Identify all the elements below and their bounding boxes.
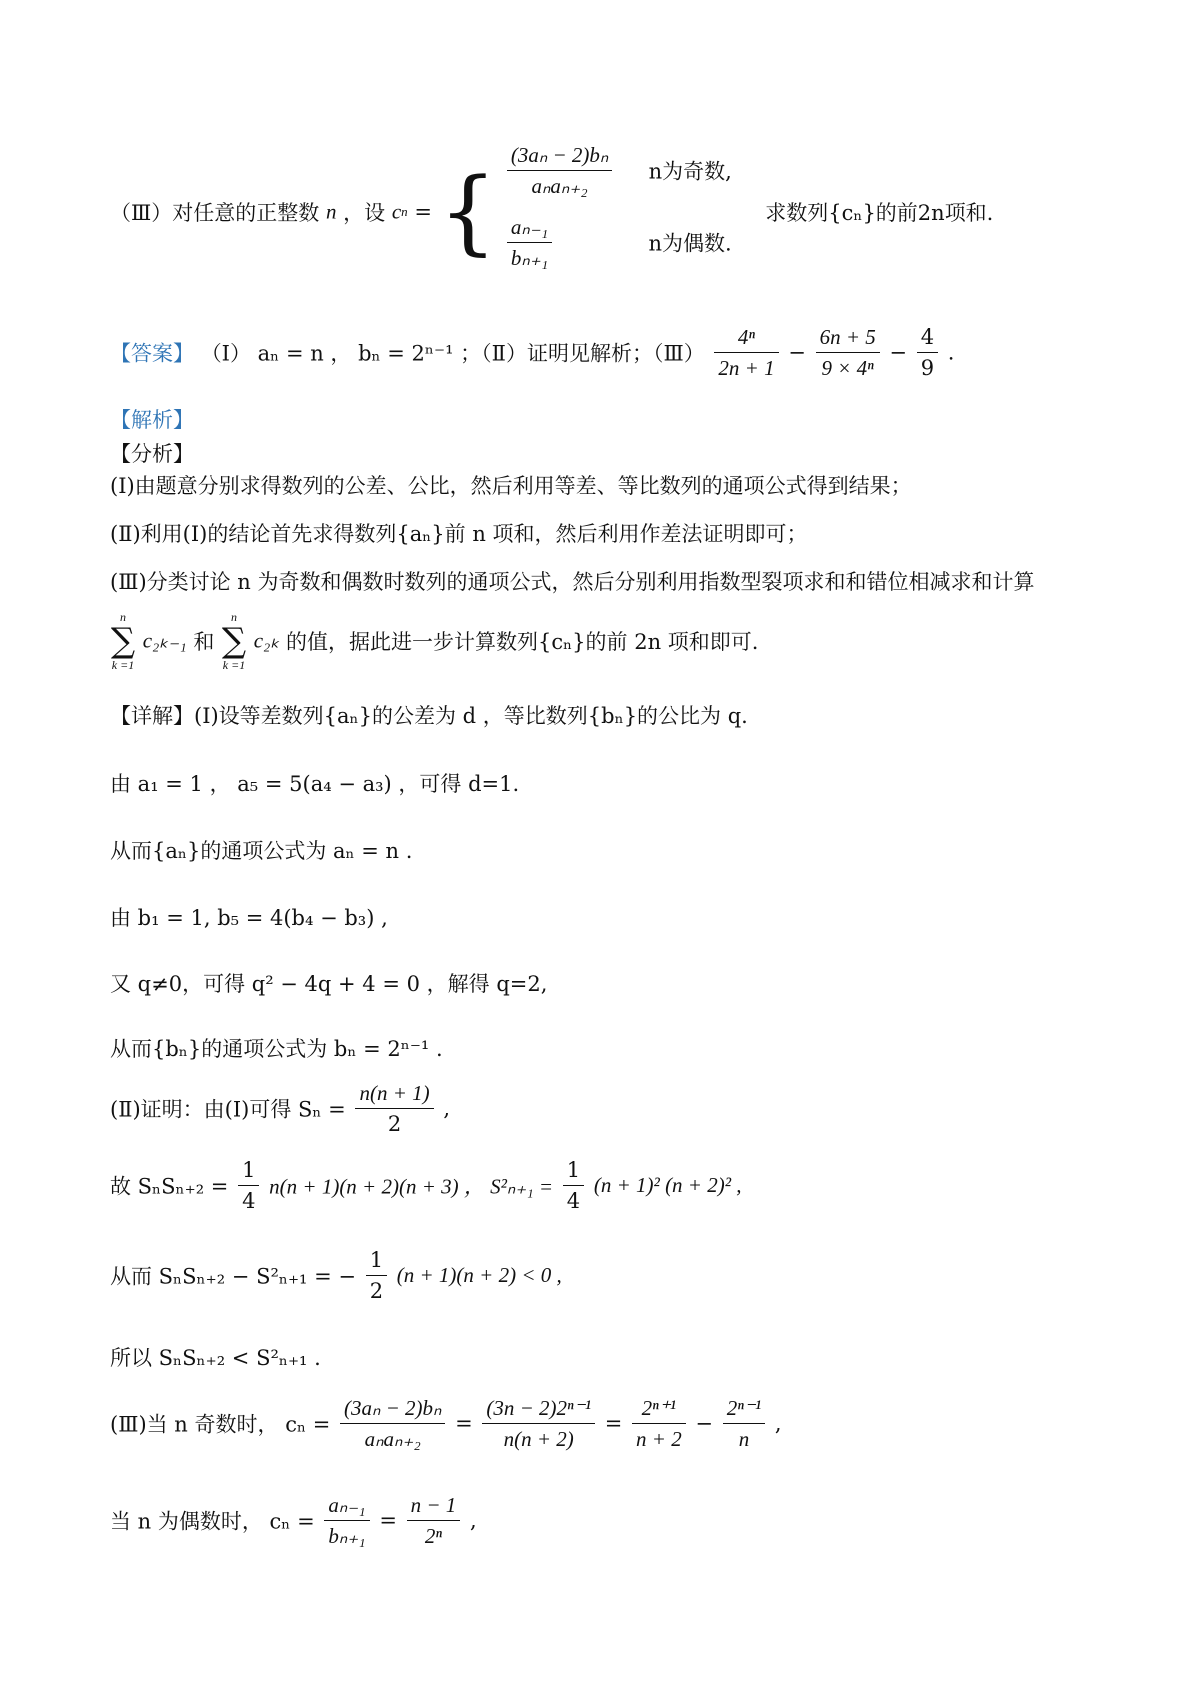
detail-l1: (Ⅰ)设等差数列{aₙ}的公差为 d ，等比数列{bₙ}的公比为 q. <box>194 704 748 728</box>
odd-f4-num: 2ⁿ⁻¹ <box>723 1393 766 1424</box>
answer-end: . <box>947 340 955 365</box>
detail-l8-c: (n + 1)² (n + 2)² , <box>593 1173 742 1197</box>
detail-l11-end: , <box>774 1411 782 1436</box>
quarter-fraction-2 <box>563 1155 584 1216</box>
var-n: n <box>325 199 337 224</box>
sum-2-term: c₂ₖ <box>253 628 280 653</box>
odd-fraction-1 <box>340 1393 445 1454</box>
odd-fraction-3 <box>632 1393 686 1454</box>
case-odd-cond: n为奇数, <box>648 159 732 184</box>
detail-line-9 <box>110 1245 562 1306</box>
quarter-2-den: 4 <box>566 1189 581 1213</box>
detail-line-1 <box>110 700 748 730</box>
odd-f1-den: aₙaₙ₊₂ <box>364 1427 421 1451</box>
answer-f1-den: 2n + 1 <box>718 356 775 380</box>
sum-2-bottom: k =1 <box>222 658 246 672</box>
even-f1-den: bₙ₊₁ <box>328 1524 366 1548</box>
answer-minus-2: − <box>889 340 908 365</box>
answer-f3-num: 4 <box>917 322 938 353</box>
sn-fraction <box>355 1078 433 1139</box>
detail-line-2: 由 a₁ = 1 ， a₅ = 5(a₄ − a₃) ，可得 d=1. <box>110 772 520 796</box>
detail-line-11 <box>110 1393 782 1454</box>
odd-f1-num: (3aₙ − 2)bₙ <box>340 1393 445 1424</box>
detail-line-10: 所以 SₙSₙ₊₂ < S²ₙ₊₁ . <box>110 1346 321 1370</box>
detail-l8-a: 故 SₙSₙ₊₂ = <box>110 1174 229 1199</box>
sum-1-term: c₂ₖ₋₁ <box>142 628 187 653</box>
detail-l11-a: (Ⅲ)当 n 奇数时， cₙ = <box>110 1412 331 1437</box>
even-eq: = <box>379 1508 397 1533</box>
even-f1-num: aₙ₋₁ <box>324 1490 369 1521</box>
detail-l9-b: (n + 1)(n + 2) < 0 , <box>396 1263 562 1287</box>
set-c-text: ，设 <box>343 201 386 225</box>
even-f2-num: n − 1 <box>407 1490 461 1521</box>
part3-tail: 求数列{cₙ}的前2n项和. <box>765 201 994 225</box>
quarter-1-num: 1 <box>238 1155 259 1186</box>
analysis-line-4 <box>110 610 758 672</box>
case-even-den: bₙ₊₁ <box>510 246 549 270</box>
odd-fraction-4 <box>723 1393 766 1454</box>
sn-num: n(n + 1) <box>355 1078 433 1109</box>
detail-line-3: 从而{aₙ}的通项公式为 aₙ = n . <box>110 839 413 863</box>
odd-f3-den: n + 2 <box>636 1427 682 1451</box>
detail-l8-b: n(n + 1)(n + 2)(n + 3) ， S²ₙ₊₁ = <box>269 1174 554 1199</box>
case-odd-fraction <box>507 140 612 201</box>
detail-l7-a: (Ⅱ)证明：由(Ⅰ)可得 Sₙ = <box>110 1097 346 1122</box>
detail-l12-a: 当 n 为偶数时， cₙ = <box>110 1509 315 1534</box>
quarter-fraction-1 <box>238 1155 259 1216</box>
quarter-2-num: 1 <box>563 1155 584 1186</box>
and-text: 和 <box>193 630 215 654</box>
detail-label: 【详解】 <box>110 704 194 728</box>
sn-den: 2 <box>387 1112 402 1136</box>
analysis-sub-label: 【分析】 <box>110 442 194 466</box>
detail-line-4: 由 b₁ = 1, b₅ = 4(b₄ − b₃) , <box>110 906 388 930</box>
sum-2-top: n <box>231 610 238 624</box>
odd-f2-num: (3n − 2)2ⁿ⁻¹ <box>482 1393 595 1424</box>
answer-fraction-1 <box>714 322 778 383</box>
answer-line <box>110 322 954 383</box>
sum-1-bottom: k =1 <box>111 658 135 672</box>
even-fraction-2 <box>407 1490 461 1551</box>
odd-eq-1: = <box>455 1411 473 1436</box>
odd-f2-den: n(n + 2) <box>503 1427 574 1451</box>
sum-1-top: n <box>120 610 126 624</box>
analysis-line-1: (Ⅰ)由题意分别求得数列的公差、公比，然后利用等差、等比数列的通项公式得到结果； <box>110 474 912 498</box>
answer-f2-den: 9 × 4ⁿ <box>821 356 874 380</box>
half-num: 1 <box>366 1245 387 1276</box>
odd-eq-2: = <box>604 1411 623 1436</box>
answer-f1-num: 4ⁿ <box>714 322 778 353</box>
half-den: 2 <box>369 1279 384 1303</box>
quarter-1-den: 4 <box>242 1189 256 1213</box>
answer-minus-1: − <box>788 340 806 365</box>
detail-line-6: 从而{bₙ}的通项公式为 bₙ = 2ⁿ⁻¹ . <box>110 1037 443 1061</box>
analysis-line-3: (Ⅲ)分类讨论 n 为奇数和偶数时数列的通项公式，然后分别利用指数型裂项求和和错位相减求和计算 <box>110 570 1035 594</box>
piecewise-brace: { <box>438 158 498 265</box>
answer-part1: （Ⅰ） aₙ = n ， bₙ = 2ⁿ⁻¹ ；（Ⅱ）证明见解析；（Ⅲ） <box>200 341 705 366</box>
detail-line-7 <box>110 1078 450 1139</box>
detail-line-5: 又 q≠0，可得 q² − 4q + 4 = 0 ，解得 q=2, <box>110 972 548 996</box>
answer-f2-num: 6n + 5 <box>816 322 880 353</box>
analysis-line-4-rest: 的值，据此进一步计算数列{cₙ}的前 2n 项和即可. <box>285 630 759 654</box>
odd-f4-den: n <box>738 1427 750 1451</box>
even-fraction-1 <box>324 1490 369 1551</box>
even-f2-den: 2ⁿ <box>424 1524 442 1548</box>
sum-symbol-2: n ∑ k =1 <box>221 610 247 672</box>
answer-fraction-3 <box>917 322 938 383</box>
analysis-label: 【解析】 <box>110 408 194 432</box>
odd-minus: − <box>695 1411 713 1436</box>
detail-l9-a: 从而 SₙSₙ₊₂ − S²ₙ₊₁ = − <box>110 1264 357 1289</box>
detail-l12-end: , <box>469 1508 477 1533</box>
answer-f3-den: 9 <box>920 356 935 380</box>
detail-l7-end: , <box>443 1096 450 1121</box>
half-fraction <box>366 1245 387 1306</box>
c-n: c <box>391 199 402 224</box>
case-odd-num: (3aₙ − 2)bₙ <box>507 140 612 171</box>
part3-question: （Ⅲ）对任意的正整数 n ，设 cn = { $\frac{\text{(3aₙ − 2)bₙ}}{\text{aₙaₙ₊₂}}$ n为奇数, $\frac{\text{aₙ₋₁}}{\text{bₙ₊₁}}$ n为偶数. 求数列{cₙ}的前2n项和. <box>110 140 993 284</box>
analysis-line-2: (Ⅱ)利用(Ⅰ)的结论首先求得数列{aₙ}前 n 项和，然后利用作差法证明即可； <box>110 522 808 546</box>
sum-symbol-1: n ∑ k =1 <box>110 610 136 672</box>
case-even-cond: n为偶数. <box>648 231 732 256</box>
detail-line-12 <box>110 1490 477 1551</box>
detail-line-8 <box>110 1155 742 1216</box>
answer-label: 【答案】 <box>110 341 194 366</box>
piecewise-cases <box>504 140 732 284</box>
case-odd-den: aₙaₙ₊₂ <box>531 174 588 198</box>
case-even-num: aₙ₋₁ <box>507 212 552 243</box>
answer-fraction-2 <box>816 322 880 383</box>
odd-f3-num: 2ⁿ⁺¹ <box>632 1393 686 1424</box>
odd-fraction-2 <box>482 1393 595 1454</box>
part3-label: （Ⅲ）对任意的正整数 <box>110 201 320 225</box>
case-even-fraction <box>507 212 552 273</box>
